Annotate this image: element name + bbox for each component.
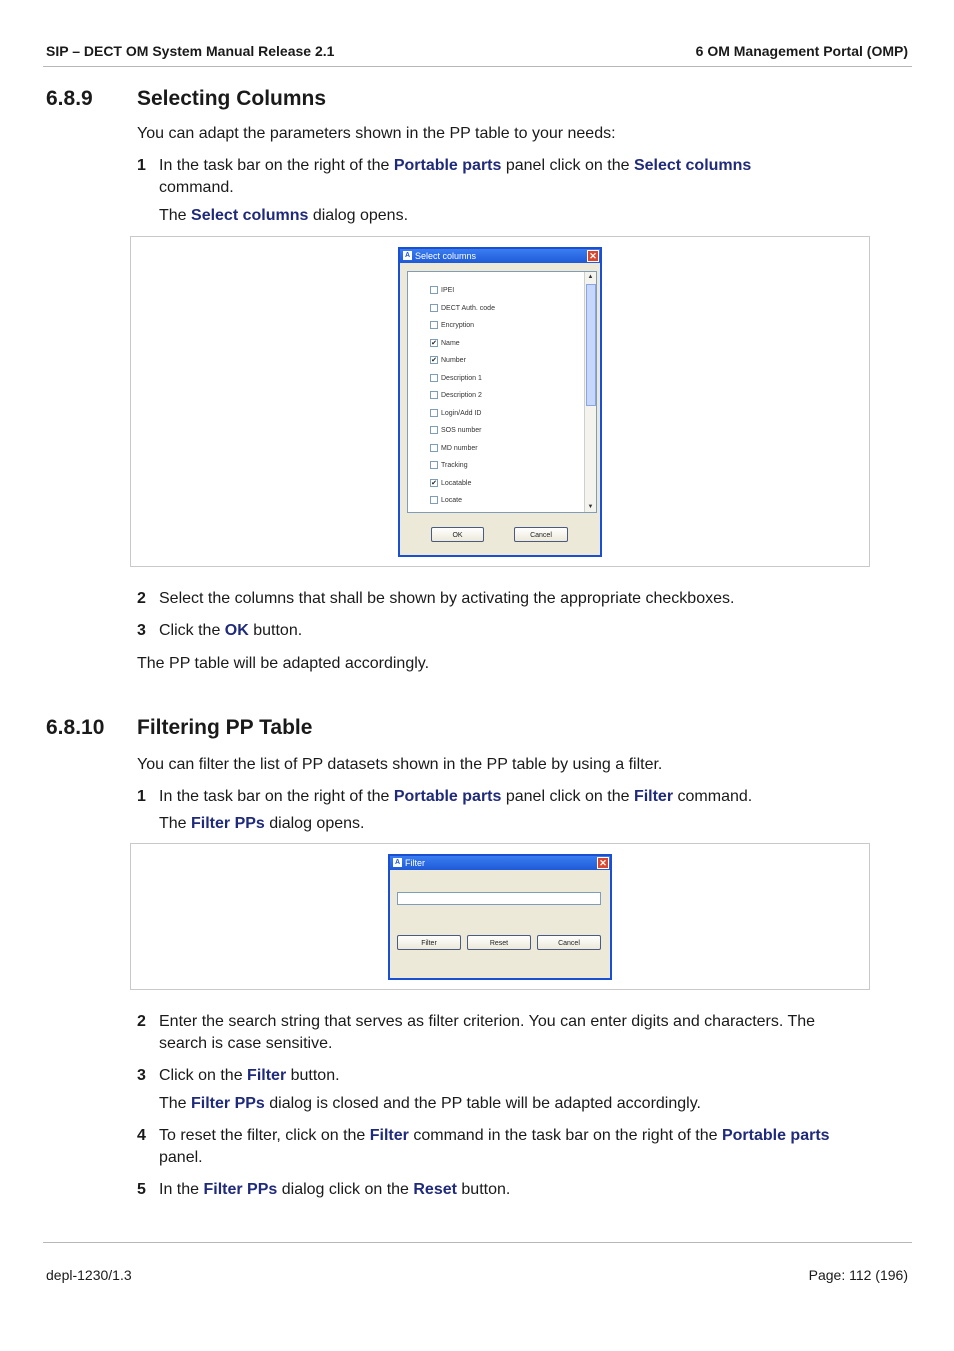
ui-term: Filter xyxy=(247,1067,287,1084)
checkbox-label: Name xyxy=(441,339,460,347)
step-number: 3 xyxy=(137,622,146,639)
filter-dialog xyxy=(388,854,612,980)
step-text: Click the OK button. xyxy=(159,622,303,639)
page-number: Page: 112 (196) xyxy=(808,1267,908,1283)
checkbox[interactable]: ✔ xyxy=(431,339,437,347)
step-number: 2 xyxy=(137,1013,146,1030)
step-number: 3 xyxy=(137,1067,146,1084)
figure-select-columns xyxy=(130,236,870,567)
intro-paragraph: You can adapt the parameters shown in the PP table to your needs: xyxy=(137,125,616,142)
outro-paragraph: The PP table will be adapted accordingly. xyxy=(137,655,430,672)
checkbox-label: Locatable xyxy=(441,479,472,487)
column-checkbox-row[interactable] xyxy=(430,426,481,436)
checkbox[interactable]: ✔ xyxy=(431,357,437,365)
scroll-thumb[interactable] xyxy=(586,284,596,406)
checkbox[interactable]: ✔ xyxy=(431,479,437,487)
dialog-title: Filter xyxy=(405,858,425,868)
column-checkbox-row[interactable] xyxy=(430,374,482,384)
ui-term: Filter PPs xyxy=(191,815,265,832)
step-number: 4 xyxy=(137,1127,146,1144)
step-text: Click on the Filter button. xyxy=(159,1067,340,1084)
checkbox[interactable] xyxy=(430,286,438,294)
filter-button[interactable]: Filter xyxy=(397,935,461,950)
column-checkbox-row[interactable] xyxy=(430,461,468,471)
step-text: In the task bar on the right of the Portable parts panel click on the Filter command. xyxy=(159,788,753,805)
column-checkbox-row[interactable] xyxy=(430,321,474,331)
checkbox[interactable] xyxy=(430,321,438,329)
ui-term: Select columns xyxy=(191,207,309,224)
checkbox-label: Tracking xyxy=(441,462,468,469)
column-checkbox-row[interactable] xyxy=(430,479,471,489)
checkbox[interactable] xyxy=(430,496,438,504)
column-checkbox-row[interactable] xyxy=(430,409,481,419)
ui-term: OK xyxy=(224,622,249,639)
ui-term: Filter xyxy=(633,788,674,805)
columns-list xyxy=(407,271,597,513)
cancel-button[interactable]: Cancel xyxy=(537,935,601,950)
ui-term: Portable parts xyxy=(393,788,502,805)
checkbox-label: Description 2 xyxy=(441,392,482,399)
step-number: 1 xyxy=(137,157,146,174)
select-columns-dialog xyxy=(398,247,602,557)
checkbox[interactable] xyxy=(430,304,438,312)
column-checkbox-row[interactable] xyxy=(430,391,482,401)
section-title: Filtering PP Table xyxy=(137,716,313,739)
app-icon: A xyxy=(394,859,401,866)
column-checkbox-row[interactable] xyxy=(430,286,454,296)
section-number: 6.8.10 xyxy=(46,716,105,739)
app-icon: A xyxy=(404,252,411,259)
column-checkbox-row[interactable] xyxy=(430,444,478,454)
checkbox-label: IPEI xyxy=(441,287,455,294)
dialog-titlebar xyxy=(400,249,600,263)
checkbox-label: Number xyxy=(441,357,466,364)
section-title: Selecting Columns xyxy=(137,87,327,110)
ui-term: Filter xyxy=(369,1127,409,1144)
checkbox[interactable] xyxy=(430,409,438,417)
ui-term: Portable parts xyxy=(393,157,502,174)
column-checkbox-row[interactable] xyxy=(430,356,466,366)
checkbox-label: Login/Add ID xyxy=(441,409,482,417)
ui-term: Portable parts xyxy=(721,1127,830,1144)
step-text: The Select columns dialog opens. xyxy=(159,207,409,224)
checkbox-label: DECT Auth. code xyxy=(441,304,495,312)
close-icon[interactable]: ✕ xyxy=(597,857,609,869)
doc-id: depl-1230/1.3 xyxy=(46,1267,132,1283)
intro-paragraph: You can filter the list of PP datasets shown in the PP table by using a filter. xyxy=(137,756,663,773)
checkbox-label: Locate xyxy=(441,497,463,504)
checkbox[interactable] xyxy=(430,426,438,434)
step-text: In the task bar on the right of the Portable parts panel click on the Select columns command. xyxy=(159,157,752,196)
filter-input[interactable] xyxy=(397,892,601,905)
checkbox[interactable] xyxy=(430,374,438,382)
step-number: 2 xyxy=(137,590,146,607)
step-text: The Filter PPs dialog is closed and the PP table will be adapted accordingly. xyxy=(159,1095,701,1112)
checkbox[interactable] xyxy=(430,391,438,399)
ok-button[interactable]: OK xyxy=(431,527,484,542)
column-checkbox-row[interactable] xyxy=(430,339,460,349)
running-header-title: SIP – DECT OM System Manual Release 2.1 xyxy=(46,43,335,59)
scroll-down-icon[interactable]: ▼ xyxy=(587,504,594,510)
section-number: 6.8.9 xyxy=(46,87,93,110)
running-header-chapter: 6 OM Management Portal (OMP) xyxy=(695,43,908,59)
checkbox-label: Description 1 xyxy=(441,374,482,382)
ui-term: Filter PPs xyxy=(203,1181,278,1198)
ui-term: Select columns xyxy=(633,157,752,174)
close-icon[interactable]: ✕ xyxy=(587,250,599,262)
header-rule xyxy=(43,66,912,67)
step-text: In the Filter PPs dialog click on the Reset button. xyxy=(159,1181,511,1198)
vertical-scrollbar[interactable] xyxy=(584,272,596,512)
ui-term: Filter PPs xyxy=(191,1095,265,1112)
step-text: Select the columns that shall be shown by activating the appropriate checkboxes. xyxy=(159,590,735,607)
dialog-title: Select columns xyxy=(415,251,477,261)
scroll-up-icon[interactable]: ▲ xyxy=(587,274,594,280)
ui-term: Reset xyxy=(413,1181,457,1198)
step-text: To reset the filter, click on the Filter command in the task bar on the right of the Portable parts panel. xyxy=(159,1127,830,1166)
footer-rule xyxy=(43,1242,912,1243)
dialog-titlebar xyxy=(390,856,610,870)
cancel-button[interactable]: Cancel xyxy=(514,527,568,542)
column-checkbox-row[interactable] xyxy=(430,496,462,506)
checkbox[interactable] xyxy=(430,461,438,469)
checkbox[interactable] xyxy=(430,444,438,452)
checkbox-label: Encryption xyxy=(441,322,475,329)
column-checkbox-row[interactable] xyxy=(430,304,495,314)
step-text: Enter the search string that serves as filter criterion. You can enter digits and characters. The search is case sensitive. xyxy=(159,1013,816,1052)
step-number: 5 xyxy=(137,1181,146,1198)
step-number: 1 xyxy=(137,788,146,805)
reset-button[interactable]: Reset xyxy=(467,935,531,950)
step-text: The Filter PPs dialog opens. xyxy=(159,815,365,832)
figure-filter xyxy=(130,843,870,990)
checkbox-label: MD number xyxy=(441,444,478,452)
checkbox-label: SOS number xyxy=(441,427,482,434)
